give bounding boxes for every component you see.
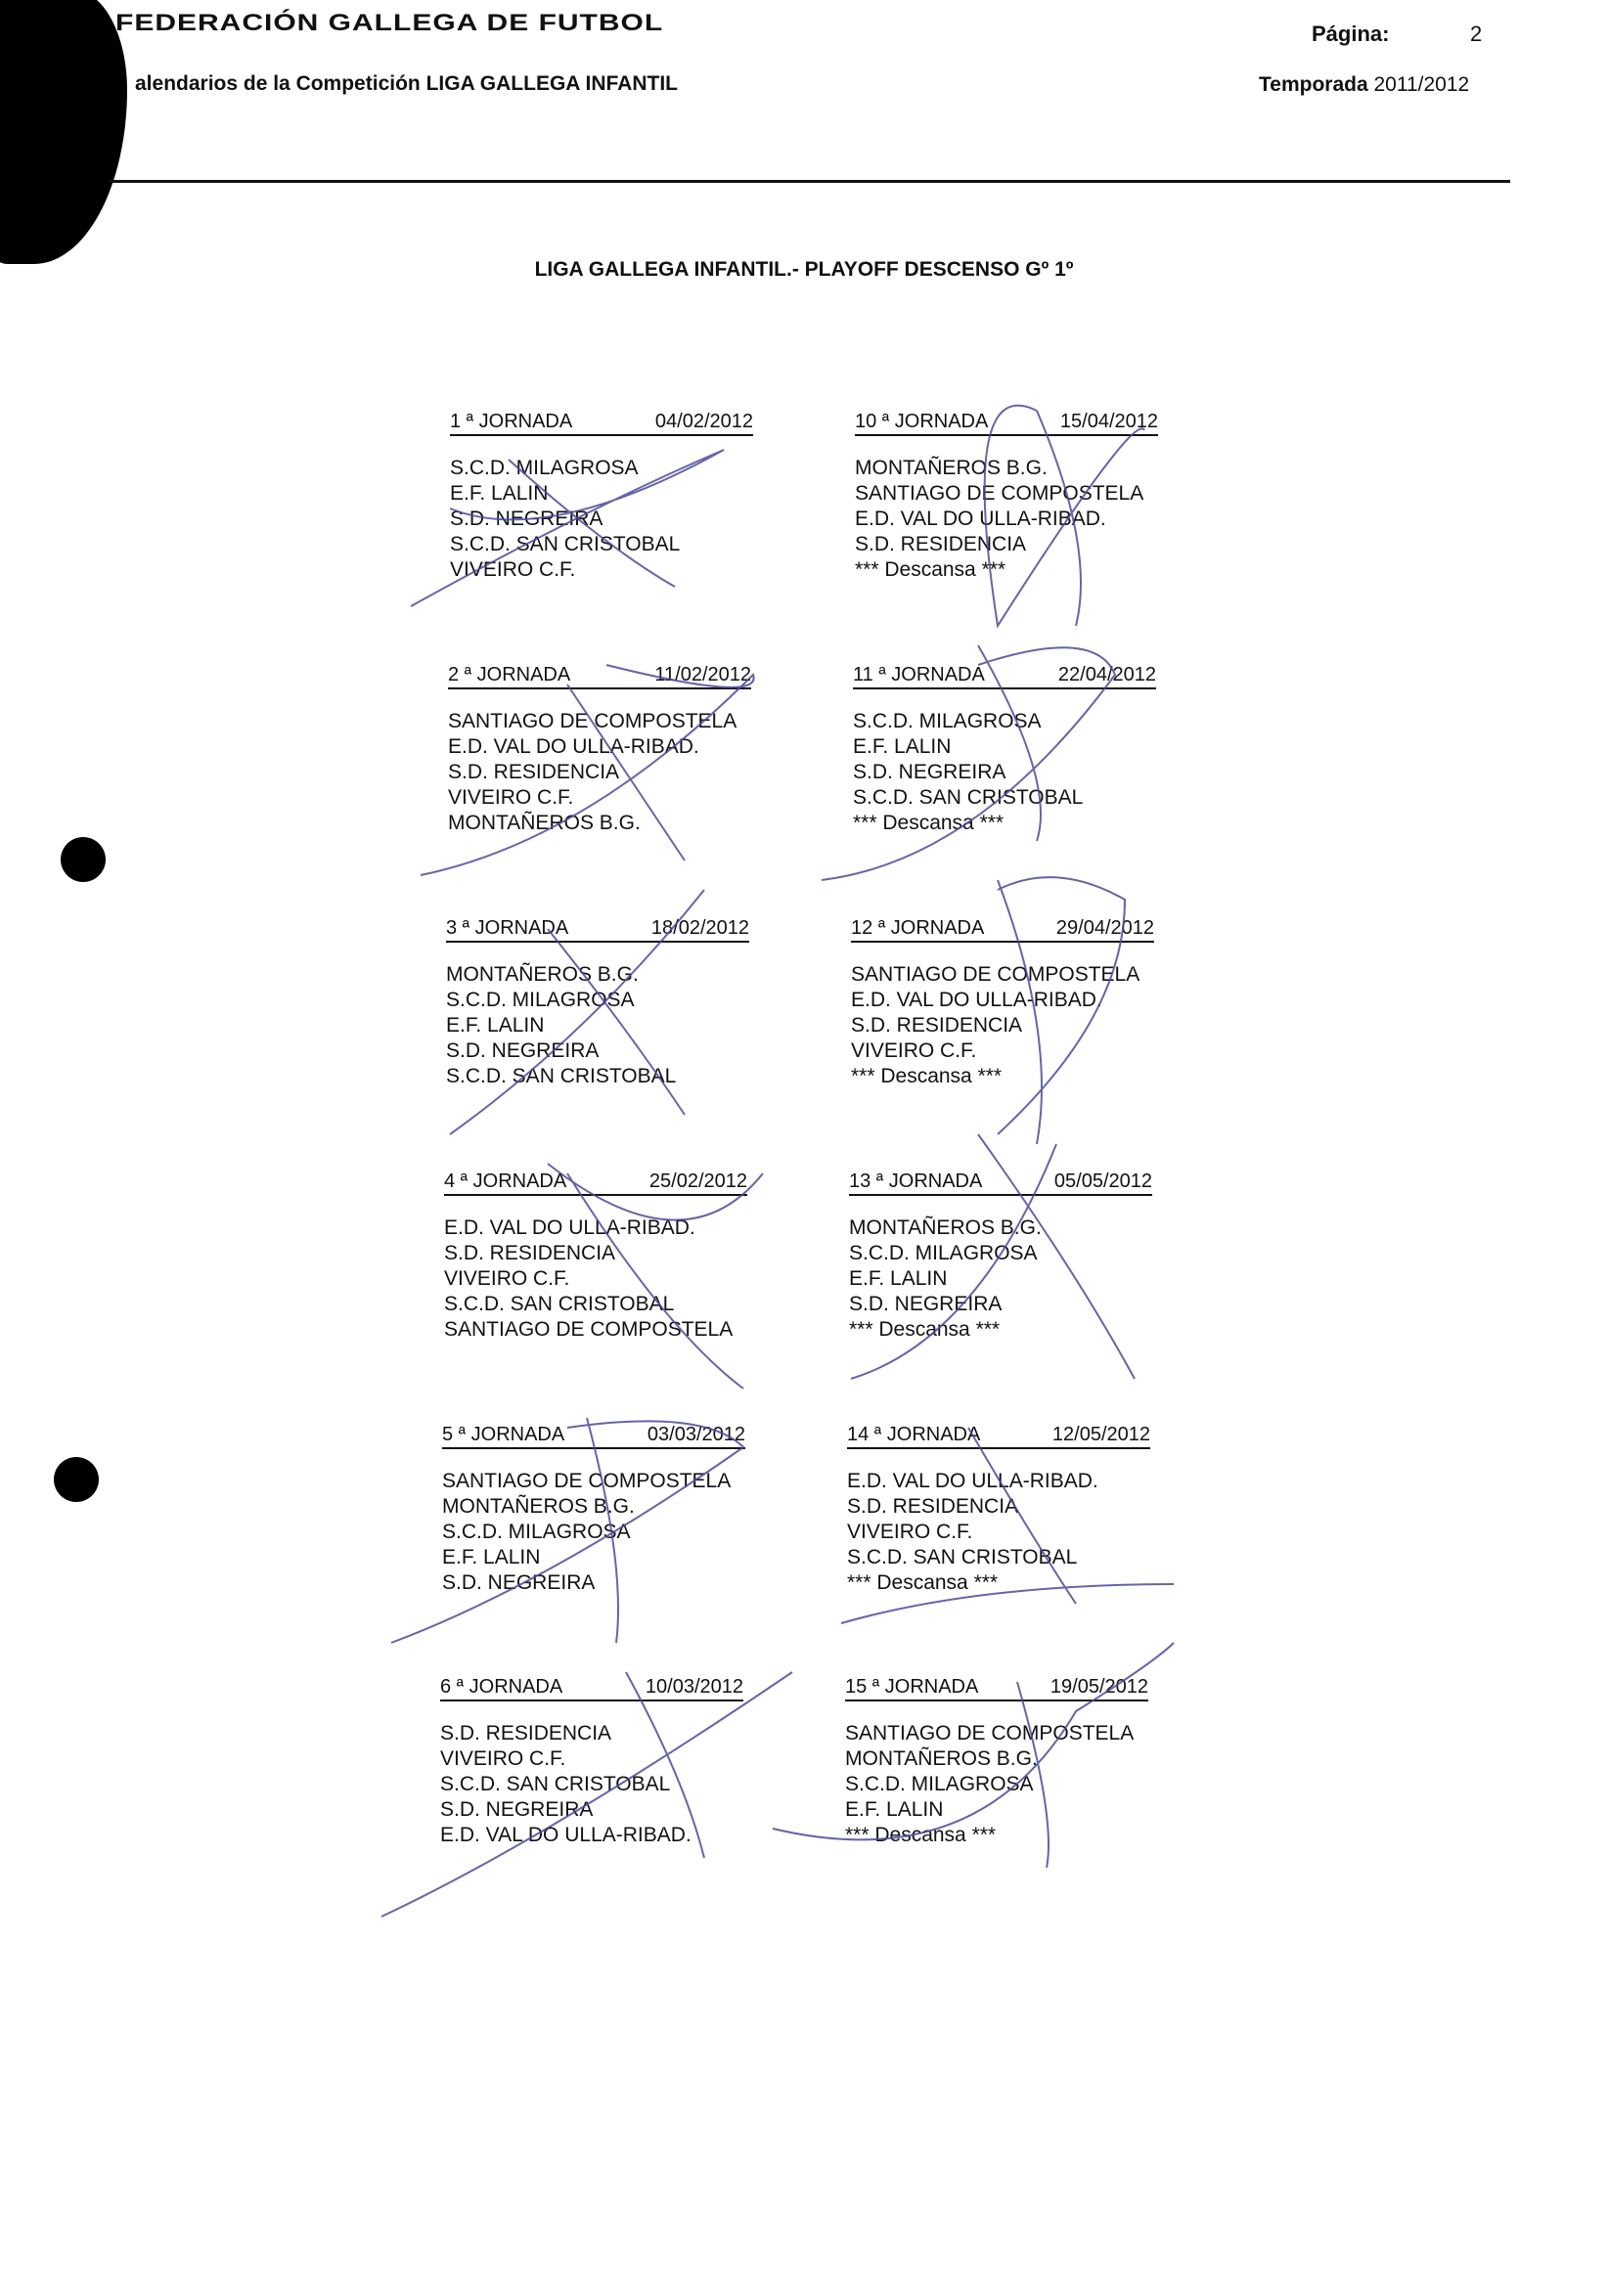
team-entry: S.D. RESIDENCIA	[855, 533, 1027, 555]
jornada-label: 4 ª JORNADA	[444, 1170, 567, 1192]
jornada-date: 22/04/2012	[1057, 664, 1156, 685]
team-entry: SANTIAGO DE COMPOSTELA	[855, 482, 1144, 505]
team-entry: S.D. RESIDENCIA	[448, 761, 620, 783]
team-entry: *** Descansa ***	[853, 812, 1005, 834]
team-list	[450, 456, 753, 583]
team-entry: VIVEIRO C.F.	[450, 558, 576, 581]
team-entry: VIVEIRO C.F.	[448, 786, 574, 809]
jornada-block	[440, 1676, 743, 1848]
jornada-header	[847, 1424, 1150, 1449]
team-entry: S.C.D. SAN CRISTOBAL	[444, 1293, 675, 1315]
jornada-block	[450, 411, 753, 583]
team-entry: MONTAÑEROS B.G.	[849, 1216, 1042, 1239]
jornada-date: 05/05/2012	[1053, 1170, 1152, 1192]
team-entry: S.C.D. MILAGROSA	[845, 1773, 1034, 1795]
team-entry: E.F. LALIN	[845, 1798, 944, 1821]
team-entry: MONTAÑEROS B.G.	[855, 457, 1048, 479]
season-value: 2011/2012	[1373, 73, 1470, 96]
jornada-block	[853, 664, 1156, 836]
jornada-header	[440, 1676, 743, 1701]
team-list	[440, 1721, 743, 1848]
team-entry: VIVEIRO C.F.	[440, 1747, 566, 1770]
season	[1259, 73, 1469, 97]
team-entry: MONTAÑEROS B.G.	[442, 1495, 635, 1518]
team-entry: MONTAÑEROS B.G.	[446, 963, 639, 986]
jornada-date: 19/05/2012	[1050, 1676, 1148, 1698]
team-entry: S.C.D. SAN CRISTOBAL	[847, 1546, 1078, 1568]
jornada-header	[442, 1424, 745, 1449]
team-list	[448, 709, 751, 836]
team-entry: S.C.D. MILAGROSA	[450, 457, 639, 479]
jornada-label: 1 ª JORNADA	[450, 411, 573, 432]
team-list	[446, 962, 749, 1089]
jornada-header	[845, 1676, 1148, 1701]
team-entry: S.C.D. SAN CRISTOBAL	[440, 1773, 671, 1795]
team-list	[847, 1469, 1150, 1596]
jornada-date: 25/02/2012	[648, 1170, 747, 1192]
jornada-header	[450, 411, 753, 436]
jornada-block	[847, 1424, 1150, 1596]
jornada-header	[853, 664, 1156, 689]
jornada-date: 15/04/2012	[1059, 411, 1158, 432]
jornada-date: 03/03/2012	[647, 1424, 745, 1445]
team-entry: S.D. NEGREIRA	[446, 1039, 600, 1062]
team-entry: S.C.D. SAN CRISTOBAL	[446, 1065, 677, 1087]
team-entry: *** Descansa ***	[851, 1065, 1003, 1087]
jornada-label: 14 ª JORNADA	[847, 1424, 981, 1445]
team-list	[853, 709, 1156, 836]
jornada-date: 11/02/2012	[654, 664, 751, 685]
jornada-label: 3 ª JORNADA	[446, 917, 569, 939]
team-entry: E.F. LALIN	[450, 482, 549, 505]
team-entry: VIVEIRO C.F.	[847, 1521, 973, 1543]
team-entry: S.D. NEGREIRA	[849, 1293, 1003, 1315]
season-label: Temporada	[1259, 73, 1368, 96]
jornada-block	[851, 917, 1154, 1089]
team-entry: S.C.D. SAN CRISTOBAL	[450, 533, 681, 555]
team-entry: *** Descansa ***	[855, 558, 1006, 581]
team-entry: *** Descansa ***	[845, 1824, 997, 1846]
team-list	[444, 1215, 747, 1343]
page-label: Página:	[1312, 22, 1390, 46]
team-entry: E.D. VAL DO ULLA-RIBAD.	[855, 508, 1106, 530]
jornada-header	[851, 917, 1154, 943]
jornada-block	[444, 1170, 747, 1343]
jornada-label: 15 ª JORNADA	[845, 1676, 979, 1698]
team-list	[442, 1469, 745, 1596]
team-entry: SANTIAGO DE COMPOSTELA	[444, 1318, 734, 1341]
jornada-label: 12 ª JORNADA	[851, 917, 985, 939]
team-entry: MONTAÑEROS B.G.	[448, 812, 641, 834]
team-entry: S.D. RESIDENCIA	[444, 1242, 616, 1264]
jornada-label: 5 ª JORNADA	[442, 1424, 565, 1445]
team-entry: S.C.D. MILAGROSA	[446, 989, 635, 1011]
team-entry: S.D. NEGREIRA	[442, 1571, 596, 1594]
team-entry: S.C.D. SAN CRISTOBAL	[853, 786, 1084, 809]
team-list	[845, 1721, 1148, 1848]
team-entry: SANTIAGO DE COMPOSTELA	[851, 963, 1140, 986]
jornada-block	[448, 664, 751, 836]
team-list	[855, 456, 1158, 583]
jornada-date: 29/04/2012	[1055, 917, 1154, 939]
section-title: LIGA GALLEGA INFANTIL.- PLAYOFF DESCENSO Gº 1º	[534, 258, 1074, 281]
jornada-date: 10/03/2012	[645, 1676, 743, 1698]
team-entry: SANTIAGO DE COMPOSTELA	[845, 1722, 1135, 1744]
jornada-date: 12/05/2012	[1051, 1424, 1150, 1445]
team-entry: SANTIAGO DE COMPOSTELA	[448, 710, 737, 732]
team-entry: S.C.D. MILAGROSA	[853, 710, 1042, 732]
team-entry: S.C.D. MILAGROSA	[442, 1521, 631, 1543]
jornada-block	[442, 1424, 745, 1596]
team-entry: E.F. LALIN	[849, 1267, 948, 1290]
jornada-block	[845, 1676, 1148, 1848]
jornada-label: 13 ª JORNADA	[849, 1170, 983, 1192]
punch-hole-top	[61, 837, 106, 882]
page-number: 2	[1470, 22, 1483, 46]
federation-title: FEDERACIÓN GALLEGA DE FUTBOL	[115, 10, 664, 36]
jornada-date: 04/02/2012	[654, 411, 753, 432]
scan-ink-blot	[0, 0, 127, 264]
team-entry: S.D. NEGREIRA	[440, 1798, 594, 1821]
team-entry: MONTAÑEROS B.G.	[845, 1747, 1038, 1770]
team-entry: SANTIAGO DE COMPOSTELA	[442, 1470, 732, 1492]
team-entry: E.D. VAL DO ULLA-RIBAD.	[847, 1470, 1098, 1492]
jornada-header	[849, 1170, 1152, 1196]
team-entry: S.C.D. MILAGROSA	[849, 1242, 1038, 1264]
team-entry: E.D. VAL DO ULLA-RIBAD.	[440, 1824, 692, 1846]
jornada-header	[444, 1170, 747, 1196]
team-entry: E.F. LALIN	[442, 1546, 541, 1568]
jornada-label: 6 ª JORNADA	[440, 1676, 563, 1698]
jornada-label: 10 ª JORNADA	[855, 411, 989, 432]
team-entry: VIVEIRO C.F.	[444, 1267, 570, 1290]
jornada-date: 18/02/2012	[650, 917, 749, 939]
jornada-label: 11 ª JORNADA	[853, 664, 985, 685]
team-entry: S.D. NEGREIRA	[450, 508, 603, 530]
team-entry: E.F. LALIN	[853, 735, 952, 758]
team-entry: E.D. VAL DO ULLA-RIBAD.	[444, 1216, 695, 1239]
team-entry: E.F. LALIN	[446, 1014, 545, 1037]
team-entry: VIVEIRO C.F.	[851, 1039, 977, 1062]
team-entry: S.D. NEGREIRA	[853, 761, 1006, 783]
team-entry: E.D. VAL DO ULLA-RIBAD.	[851, 989, 1102, 1011]
team-entry: S.D. RESIDENCIA	[847, 1495, 1019, 1518]
jornada-block	[446, 917, 749, 1089]
jornada-block	[849, 1170, 1152, 1343]
team-entry: *** Descansa ***	[847, 1571, 999, 1594]
team-entry: E.D. VAL DO ULLA-RIBAD.	[448, 735, 699, 758]
team-entry: S.D. RESIDENCIA	[440, 1722, 612, 1744]
team-entry: *** Descansa ***	[849, 1318, 1001, 1341]
team-entry: S.D. RESIDENCIA	[851, 1014, 1023, 1037]
header-divider	[110, 180, 1510, 183]
jornada-header	[855, 411, 1158, 436]
jornada-header	[446, 917, 749, 943]
competition-subtitle: alendarios de la Competición LIGA GALLEGA INFANTIL	[135, 72, 678, 95]
team-list	[851, 962, 1154, 1089]
team-list	[849, 1215, 1152, 1343]
jornada-header	[448, 664, 751, 689]
jornada-label: 2 ª JORNADA	[448, 664, 571, 685]
punch-hole-bottom	[54, 1457, 99, 1502]
jornada-block	[855, 411, 1158, 583]
